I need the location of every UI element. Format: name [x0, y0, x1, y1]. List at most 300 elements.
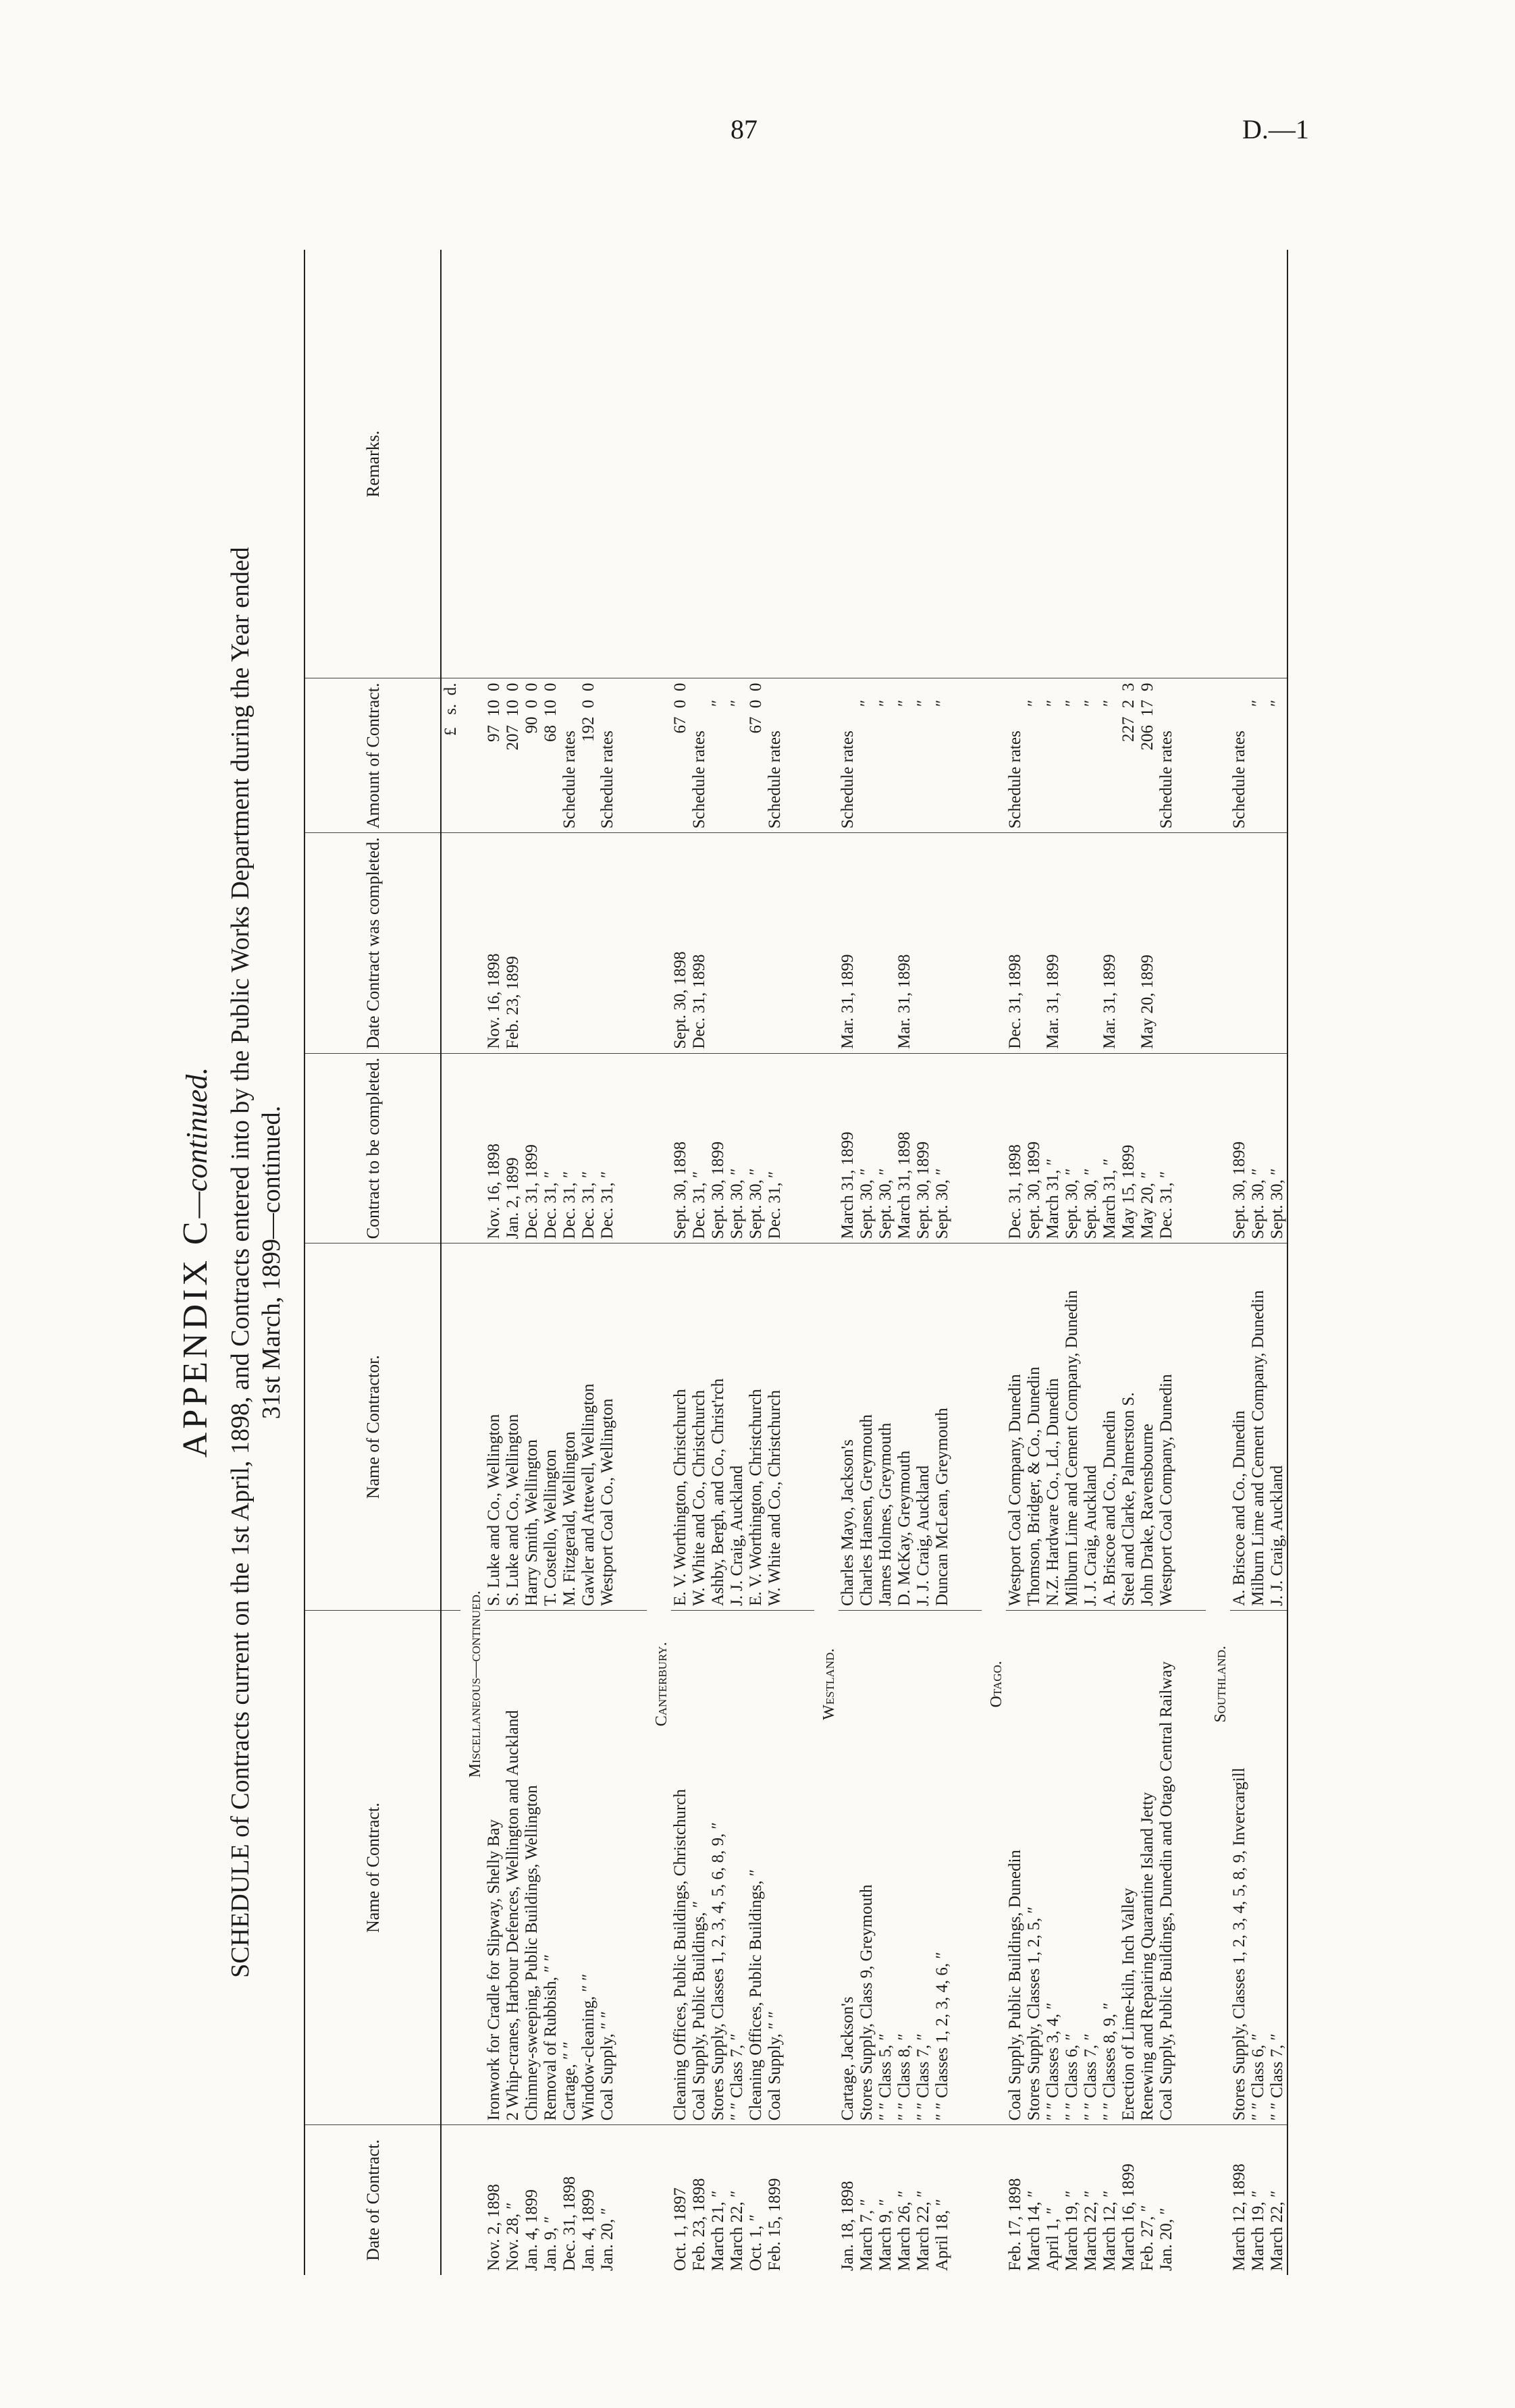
remarks [1249, 250, 1268, 678]
contract-name: ″ ″ Classes 8, 9, ″ [1100, 1611, 1119, 2125]
spacer-cell [1176, 1053, 1206, 1243]
contract-date: Jan. 18, 1898 [839, 2180, 857, 2271]
amount-pence: 0 [747, 683, 765, 691]
contract-name: ″ ″ Classes 3, 4, ″ [1044, 1611, 1063, 2125]
spacer-cell [647, 833, 671, 1053]
contractor-name: Thomson, Bridger, & Co., Dunedin [1025, 1243, 1044, 1611]
spacer-cell [814, 678, 839, 833]
table-row [1100, 250, 1119, 2275]
remarks [523, 250, 541, 678]
spacer-cell [1176, 833, 1206, 1053]
contractor-name: Charles Hansen, Greymouth [857, 1243, 876, 1611]
contractor-name: John Drake, Ravensbourne [1138, 1243, 1157, 1611]
due-date: Dec. 31, ″ [560, 1053, 579, 1243]
spacer-cell [617, 1053, 647, 1243]
contractor-name: Harry Smith, Wellington [523, 1243, 541, 1611]
section-heading: Otago. [982, 1243, 1006, 2125]
due-date: Sept. 30, ″ [1249, 1053, 1268, 1243]
contract-amount [504, 678, 523, 833]
contract-name: Chimney-sweeping, Public Buildings, Wellington [523, 1611, 541, 2125]
section-heading-row [814, 250, 839, 2275]
contract-name: Renewing and Repairing Quarantine Island Jetty [1138, 1611, 1157, 2125]
table-row [504, 250, 523, 2275]
contract-date: Jan. 20, ″ [1157, 2208, 1175, 2271]
remarks [876, 250, 895, 678]
contract-amount [1138, 678, 1157, 833]
remarks [504, 250, 523, 678]
col-name: Name of Contract. [304, 1611, 441, 2125]
amount-shillings: 2 [1119, 699, 1138, 708]
spacer-cell [982, 833, 1006, 1053]
contract-name: Coal Supply, ″ ″ [766, 1611, 785, 2125]
contractor-name: Milburn Lime and Cement Company, Dunedin [1063, 1243, 1082, 1611]
contract-name: Cleaning Offices, Public Buildings, ″ [747, 1611, 766, 2125]
completed-date [933, 833, 952, 1053]
contract-date: Feb. 17, 1898 [1006, 2178, 1024, 2271]
spacer-cell [785, 250, 814, 678]
section-gap [617, 250, 647, 2275]
completed-date [728, 833, 747, 1053]
completed-date: Mar. 31, 1898 [895, 833, 914, 1053]
schedule-rates: Schedule rates [560, 730, 579, 829]
contract-amount [895, 678, 914, 833]
contract-amount [1006, 678, 1025, 833]
due-date: Sept. 30, 1898 [671, 1053, 690, 1243]
contract-amount [933, 678, 952, 833]
spacer-cell [785, 678, 814, 833]
remarks [1006, 250, 1025, 678]
table-row [747, 250, 766, 2275]
contract-amount [839, 678, 857, 833]
spacer-cell [952, 250, 982, 678]
contractor-name: W. White and Co., Christchurch [766, 1243, 785, 1611]
completed-date [1063, 833, 1082, 1053]
table-header-row [304, 250, 441, 2275]
due-date: Sept. 30, 1899 [1230, 1053, 1249, 1243]
due-date: Sept. 30, 1899 [1025, 1053, 1044, 1243]
col-completed: Date Contract was completed. [304, 833, 441, 1053]
contract-date: March 19, ″ [1063, 2190, 1081, 2271]
contractor-name: Westport Coal Company, Dunedin [1157, 1243, 1176, 1611]
completed-date: Mar. 31, 1899 [1044, 833, 1063, 1053]
contract-name: Cleaning Offices, Public Buildings, Christchurch [671, 1611, 690, 2125]
completed-date [914, 833, 933, 1053]
spacer-cell [952, 1611, 982, 2125]
completed-date: Mar. 31, 1899 [839, 833, 857, 1053]
section-heading: Canterbury. [647, 1243, 671, 2125]
spacer-cell [952, 833, 982, 1053]
rotated-schedule [176, 250, 1350, 2275]
completed-date [579, 833, 598, 1053]
section-heading-row [460, 250, 485, 2275]
amount-shillings: 10 [504, 699, 522, 717]
spacer-cell [460, 833, 485, 1053]
completed-date [857, 833, 876, 1053]
spacer-cell [1206, 1053, 1230, 1243]
contract-name: Coal Supply, Public Buildings, ″ [690, 1611, 709, 2125]
completed-date: May 20, 1899 [1138, 833, 1157, 1053]
amount-pence: 0 [523, 683, 541, 691]
contract-name: Coal Supply, ″ ″ [598, 1611, 617, 2125]
amount-pounds: ″ [1044, 699, 1062, 707]
table-row [728, 250, 747, 2275]
amount-pounds: 90 [523, 716, 541, 734]
contract-date: April 18, ″ [933, 2199, 951, 2271]
table-row [839, 250, 857, 2275]
table-row [1249, 250, 1268, 2275]
amount-pence: 0 [579, 683, 597, 691]
contractor-name: Westport Coal Co., Wellington [598, 1243, 617, 1611]
schedule-rates: Schedule rates [690, 730, 708, 829]
amount-pence: 0 [485, 683, 503, 691]
amount-pounds: ″ [1249, 699, 1267, 707]
contract-amount [1119, 678, 1138, 833]
contract-date: March 21, ″ [709, 2190, 727, 2271]
completed-date [747, 833, 766, 1053]
remarks [1268, 250, 1287, 678]
table-row [933, 250, 952, 2275]
spacer-cell [1206, 2125, 1230, 2275]
contract-date: March 14, ″ [1025, 2190, 1043, 2271]
spacer-cell [1176, 2125, 1206, 2275]
table-row [1119, 250, 1138, 2275]
due-date: Sept. 30, ″ [1082, 1053, 1100, 1243]
amount-pounds: 67 [671, 716, 689, 734]
contract-amount [598, 678, 617, 833]
contract-date: Jan. 9, ″ [541, 2216, 560, 2271]
amount-pence: 0 [671, 683, 689, 691]
contract-date: March 22, ″ [728, 2190, 746, 2271]
table-row [1268, 250, 1287, 2275]
contract-amount [1100, 678, 1119, 833]
contract-amount [1230, 678, 1249, 833]
contract-amount [690, 678, 709, 833]
spacer-cell [617, 833, 647, 1053]
contract-amount [1044, 678, 1063, 833]
spacer-cell [952, 1243, 982, 1611]
amount-shillings: 10 [541, 699, 560, 717]
due-date: Dec. 31, ″ [579, 1053, 598, 1243]
schedule-rates: Schedule rates [598, 730, 616, 829]
remarks [1082, 250, 1100, 678]
contract-name: Stores Supply, Classes 1, 2, 3, 4, 5, 6, 8, 9, ″ [709, 1611, 728, 2125]
contract-date: April 1, ″ [1044, 2207, 1062, 2271]
table-row [1082, 250, 1100, 2275]
remarks [560, 250, 579, 678]
due-date: Sept. 30, ″ [933, 1053, 952, 1243]
due-date: Dec. 31, 1898 [1006, 1053, 1025, 1243]
completed-date [876, 833, 895, 1053]
due-date: March 31, ″ [1100, 1053, 1119, 1243]
contract-name: ″ ″ Classes 1, 2, 3, 4, 6, ″ [933, 1611, 952, 2125]
amount-pence: 0 [504, 683, 522, 691]
contract-date: Nov. 28, ″ [504, 2202, 522, 2271]
contracts-table [304, 250, 1288, 2275]
amount-pounds: ″ [1025, 699, 1043, 707]
table-row [485, 250, 504, 2275]
remarks [1025, 250, 1044, 678]
spacer-cell [785, 1243, 814, 1611]
schedule-rates: Schedule rates [766, 730, 784, 829]
amount-pounds: ″ [1063, 699, 1081, 707]
table-row [598, 250, 617, 2275]
amount-units-row [441, 250, 460, 2275]
spacer-cell [982, 2125, 1006, 2275]
contractor-name: D. McKay, Greymouth [895, 1243, 914, 1611]
contractor-name: Milburn Lime and Cement Company, Dunedin [1249, 1243, 1268, 1611]
contract-name: ″ ″ Class 7, ″ [1268, 1611, 1287, 2125]
contractor-name: Gawler and Attewell, Wellington [579, 1243, 598, 1611]
contractor-name: Duncan McLean, Greymouth [933, 1243, 952, 1611]
spacer-cell [785, 1053, 814, 1243]
amount-shillings: 0 [747, 699, 765, 708]
remarks [709, 250, 728, 678]
remarks [485, 250, 504, 678]
due-date: Dec. 31, ″ [598, 1053, 617, 1243]
remarks [1138, 250, 1157, 678]
spacer-cell [785, 833, 814, 1053]
spacer-cell [647, 250, 671, 678]
amount-pence: 0 [541, 683, 560, 691]
due-date: Dec. 31, 1899 [523, 1053, 541, 1243]
amount-units: £ s. d. [441, 678, 460, 833]
spacer-cell [1206, 833, 1230, 1053]
contract-amount [579, 678, 598, 833]
contractor-name: Westport Coal Company, Dunedin [1006, 1243, 1025, 1611]
contractor-name: A. Briscoe and Co., Dunedin [1230, 1243, 1249, 1611]
section-gap [785, 250, 814, 2275]
schedule-rates: Schedule rates [839, 730, 857, 829]
contract-name: Cartage, ″ ″ [560, 1611, 579, 2125]
amount-shillings: 10 [485, 699, 503, 717]
contract-name: ″ ″ Class 6, ″ [1063, 1611, 1082, 2125]
contract-name: ″ ″ Class 8, ″ [895, 1611, 914, 2125]
contract-date: Jan. 4, 1899 [523, 2189, 541, 2271]
table-row [876, 250, 895, 2275]
table-row [914, 250, 933, 2275]
amount-pence: 9 [1138, 683, 1157, 691]
contract-amount [485, 678, 504, 833]
table-row [766, 250, 785, 2275]
remarks [839, 250, 857, 678]
contract-amount [671, 678, 690, 833]
completed-date: Mar. 31, 1899 [1100, 833, 1119, 1053]
schedule-heading-line2: 31st March, 1899—continued. [257, 1105, 286, 1420]
spacer-cell [617, 1611, 647, 2125]
contract-name: Stores Supply, Class 9, Greymouth [857, 1611, 876, 2125]
contract-amount [1268, 678, 1287, 833]
contract-name: Coal Supply, Public Buildings, Dunedin [1006, 1611, 1025, 2125]
amount-pence: 3 [1119, 683, 1138, 691]
contract-name: Coal Supply, Public Buildings, Dunedin and Otago Central Railway [1157, 1611, 1176, 2125]
table-row [1006, 250, 1025, 2275]
amount-shillings: 0 [671, 699, 689, 708]
due-date: Dec. 31, ″ [766, 1053, 785, 1243]
contract-name: ″ ″ Class 7, ″ [1082, 1611, 1100, 2125]
contract-name: Window-cleaning, ″ ″ [579, 1611, 598, 2125]
spacer-cell [952, 2125, 982, 2275]
due-date: Dec. 31, ″ [1157, 1053, 1176, 1243]
due-date: Sept. 30, ″ [747, 1053, 766, 1243]
amount-pounds: 97 [485, 724, 503, 742]
table-row [709, 250, 728, 2275]
contract-date: March 12, ″ [1100, 2190, 1119, 2271]
amount-pounds: ″ [1268, 699, 1286, 707]
remarks [541, 250, 560, 678]
contract-amount [728, 678, 747, 833]
section-heading-row [1206, 250, 1230, 2275]
contract-date: Feb. 23, 1898 [690, 2178, 708, 2271]
contractor-name: T. Costello, Wellington [541, 1243, 560, 1611]
completed-date [1119, 833, 1138, 1053]
spacer-cell [814, 2125, 839, 2275]
table-row [1138, 250, 1157, 2275]
contract-date: Feb. 27, ″ [1138, 2205, 1157, 2271]
spacer-cell [1176, 1611, 1206, 2125]
table-row [541, 250, 560, 2275]
col-remarks: Remarks. [304, 250, 441, 678]
amount-shillings: 17 [1138, 699, 1157, 717]
amount-shillings: 0 [579, 699, 597, 708]
contract-amount [1249, 678, 1268, 833]
remarks [1230, 250, 1249, 678]
col-date: Date of Contract. [304, 2125, 441, 2275]
contractor-name: S. Luke and Co., Wellington [485, 1243, 504, 1611]
remarks [857, 250, 876, 678]
amount-pounds: ″ [728, 699, 746, 707]
remarks [1119, 250, 1138, 678]
table-row [671, 250, 690, 2275]
contractor-name: J. J. Craig, Auckland [1268, 1243, 1287, 1611]
completed-date [1025, 833, 1044, 1053]
amount-pounds: 67 [747, 716, 765, 734]
completed-date [766, 833, 785, 1053]
completed-date [598, 833, 617, 1053]
due-date: March 31, 1898 [895, 1053, 914, 1243]
contract-date: March 22, ″ [914, 2190, 932, 2271]
completed-date: Nov. 16, 1898 [485, 833, 504, 1053]
table-row [895, 250, 914, 2275]
contract-date: Jan. 20, ″ [598, 2208, 616, 2271]
contract-name: Stores Supply, Classes 1, 2, 3, 4, 5, 8, 9, Invercargill [1230, 1611, 1249, 2125]
due-date: May 15, 1899 [1119, 1053, 1138, 1243]
spacer-cell [982, 250, 1006, 678]
contract-name: ″ ″ Class 5, ″ [876, 1611, 895, 2125]
spacer-cell [814, 250, 839, 678]
completed-date [560, 833, 579, 1053]
amount-pounds: 207 [504, 724, 522, 751]
spacer-cell [982, 678, 1006, 833]
completed-date [1230, 833, 1249, 1053]
contract-date: March 12, 1898 [1230, 2164, 1248, 2271]
spacer-cell [617, 1243, 647, 1611]
schedule-rates: Schedule rates [1230, 730, 1248, 829]
amount-pounds: 227 [1119, 716, 1138, 742]
spacer-cell [617, 2125, 647, 2275]
contract-name: Ironwork for Cradle for Slipway, Shelly Bay [485, 1611, 504, 2125]
contract-date: March 7, ″ [857, 2199, 876, 2271]
due-date: Sept. 30, ″ [876, 1053, 895, 1243]
due-date: Sept. 30, ″ [728, 1053, 747, 1243]
contractor-name: J. J. Craig, Auckland [728, 1243, 747, 1611]
remarks [747, 250, 766, 678]
completed-date [1249, 833, 1268, 1053]
due-date: Sept. 30, ″ [1063, 1053, 1082, 1243]
completed-date [1268, 833, 1287, 1053]
contractor-name: A. Briscoe and Co., Dunedin [1100, 1243, 1119, 1611]
remarks [1063, 250, 1082, 678]
spacer-cell [460, 2125, 485, 2275]
completed-date [523, 833, 541, 1053]
due-date: Jan. 2, 1899 [504, 1053, 523, 1243]
amount-pounds: 206 [1138, 724, 1157, 751]
contract-amount [857, 678, 876, 833]
contract-amount [1157, 678, 1176, 833]
amount-pounds: ″ [914, 699, 932, 707]
contract-name: Cartage, Jackson's [839, 1611, 857, 2125]
contractor-name: E. V. Worthington, Christchurch [747, 1243, 766, 1611]
contract-name: ″ ″ Class 7, ″ [914, 1611, 933, 2125]
remarks [895, 250, 914, 678]
spacer-cell [814, 1053, 839, 1243]
remarks [579, 250, 598, 678]
table-row [523, 250, 541, 2275]
completed-date [541, 833, 560, 1053]
contract-name: ″ ″ Class 7, ″ [728, 1611, 747, 2125]
contract-amount [747, 678, 766, 833]
contract-date: March 22, ″ [1082, 2190, 1100, 2271]
section-gap [952, 250, 982, 2275]
completed-date [1082, 833, 1100, 1053]
due-date: Sept. 30, 1899 [914, 1053, 933, 1243]
contractor-name: W. White and Co., Christchurch [690, 1243, 709, 1611]
remarks [728, 250, 747, 678]
section-heading-row [647, 250, 671, 2275]
amount-pounds: ″ [895, 699, 913, 707]
schedule-heading: SCHEDULE of Contracts current on the 1st April, 1898, and Contracts entered into by the Public Works Department during the Year ended [226, 547, 255, 1978]
contract-name: Removal of Rubbish, ″ ″ [541, 1611, 560, 2125]
spacer-cell [785, 2125, 814, 2275]
contract-amount [876, 678, 895, 833]
spacer-cell [1206, 250, 1230, 678]
contract-date: Jan. 4, 1899 [579, 2189, 597, 2271]
contract-name: 2 Whip-cranes, Harbour Defences, Wellington and Auckland [504, 1611, 523, 2125]
contractor-name: J. J. Craig, Auckland [1082, 1243, 1100, 1611]
spacer-cell [952, 678, 982, 833]
schedule-rates: Schedule rates [1157, 730, 1175, 829]
amount-pounds: ″ [933, 699, 951, 707]
spacer-cell [952, 1053, 982, 1243]
contract-amount [914, 678, 933, 833]
contractor-name: Charles Mayo, Jackson's [839, 1243, 857, 1611]
amount-pounds: ″ [709, 699, 727, 707]
contract-date: March 16, 1899 [1119, 2164, 1138, 2271]
contract-amount [541, 678, 560, 833]
remarks [690, 250, 709, 678]
spacer-cell [460, 1053, 485, 1243]
contractor-name: S. Luke and Co., Wellington [504, 1243, 523, 1611]
amount-pounds: 192 [579, 716, 597, 742]
due-date: May 20, ″ [1138, 1053, 1157, 1243]
amount-pounds: ″ [857, 699, 876, 707]
table-body [441, 250, 1287, 2275]
due-date: Sept. 30, ″ [1268, 1053, 1287, 1243]
spacer-cell [460, 678, 485, 833]
remarks [1157, 250, 1176, 678]
amount-pounds: ″ [876, 699, 895, 707]
spacer-cell [1176, 250, 1206, 678]
contract-amount [766, 678, 785, 833]
